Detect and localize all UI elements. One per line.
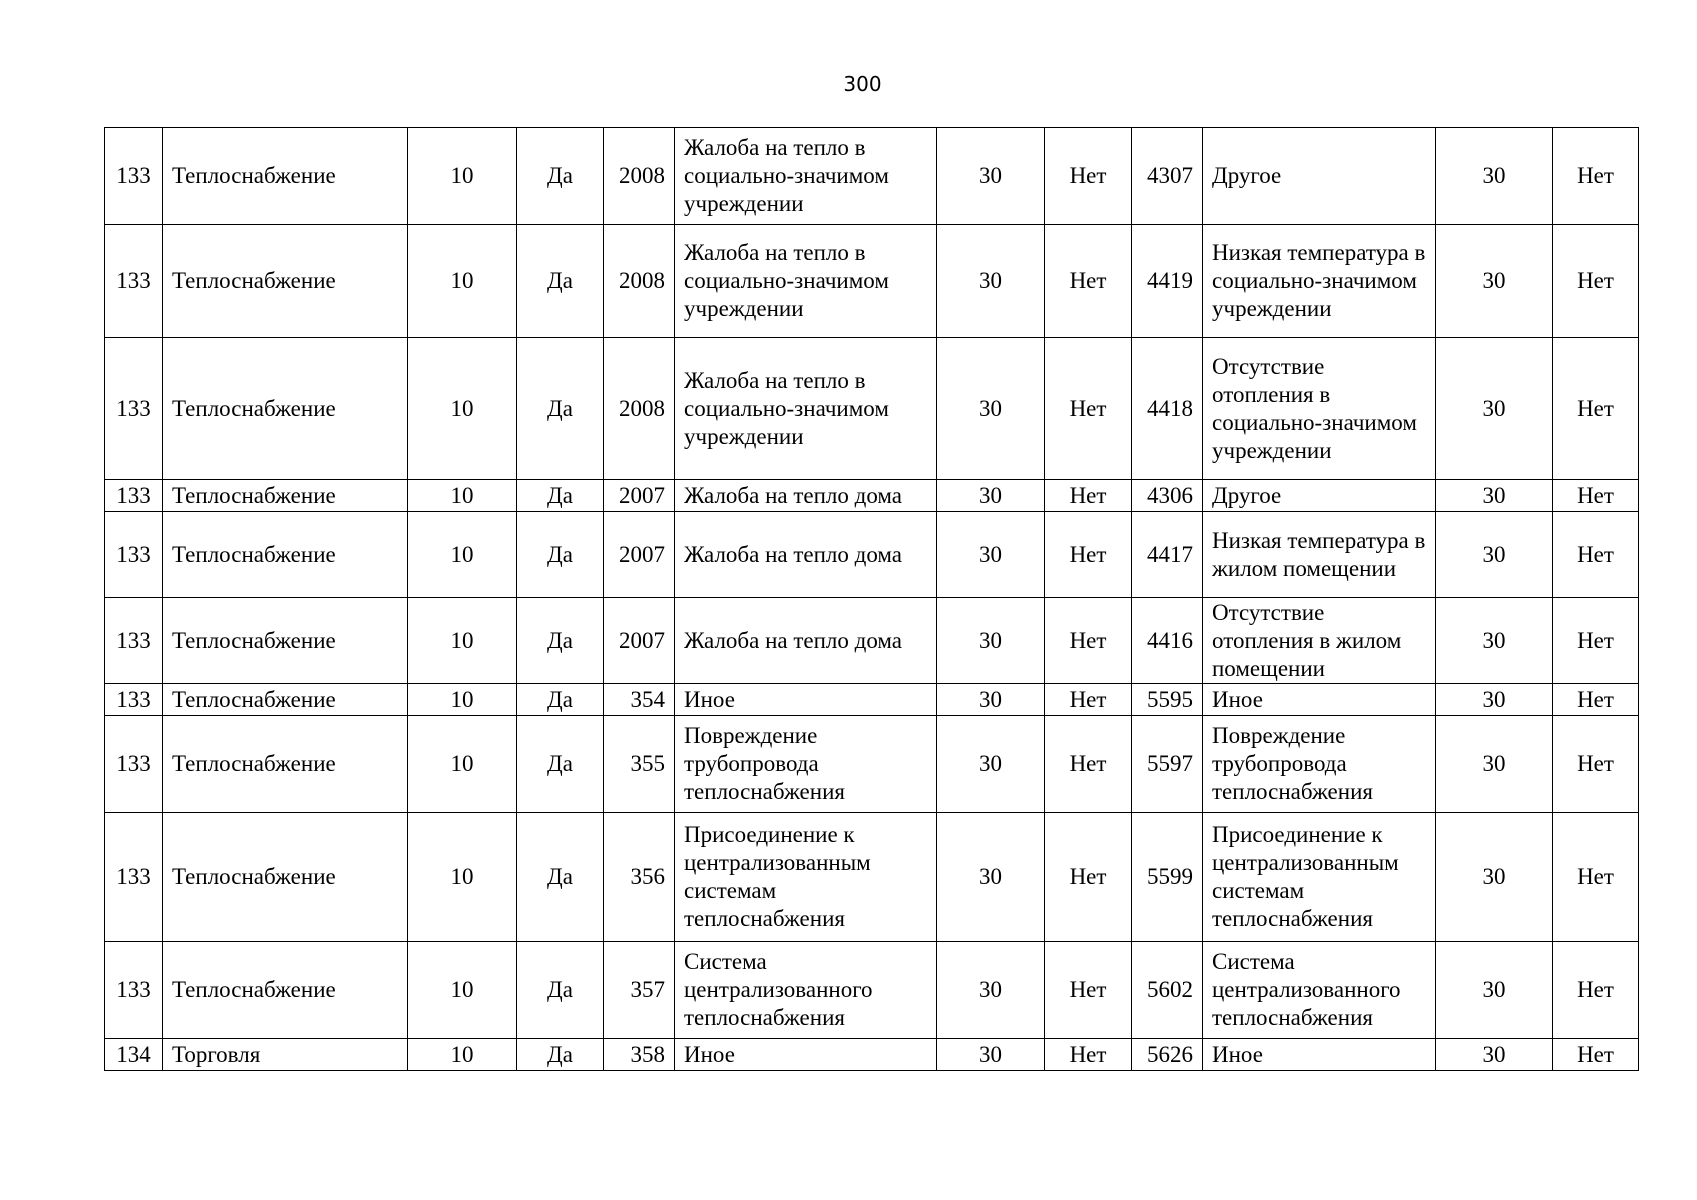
cell-flag: Да: [517, 598, 604, 684]
cell-required: Нет: [1045, 128, 1132, 225]
cell-days: 30: [937, 813, 1045, 942]
cell-code: 2008: [604, 338, 675, 480]
cell-required: Нет: [1045, 813, 1132, 942]
cell-flag: Да: [517, 128, 604, 225]
cell-deadline: 10: [408, 942, 517, 1039]
table-row: [105, 942, 1639, 1039]
table-row: [105, 598, 1639, 684]
table-row: [105, 512, 1639, 598]
cell-subcode: 4416: [1132, 598, 1203, 684]
cell-days: 30: [937, 598, 1045, 684]
cell-subcode: 4417: [1132, 512, 1203, 598]
cell-days: 30: [937, 128, 1045, 225]
cell-required-2: Нет: [1553, 684, 1639, 716]
cell-subcode: 5626: [1132, 1039, 1203, 1071]
cell-flag: Да: [517, 338, 604, 480]
cell-subject: Иное: [675, 1039, 937, 1071]
cell-category: Теплоснабжение: [163, 512, 408, 598]
cell-subject: Жалоба на тепло в социально-значимом учреждении: [675, 338, 937, 480]
table-row: [105, 480, 1639, 512]
cell-group-id: 133: [105, 598, 163, 684]
cell-required-2: Нет: [1553, 338, 1639, 480]
cell-subject: Система централизованного теплоснабжения: [675, 942, 937, 1039]
cell-code: 2007: [604, 480, 675, 512]
cell-group-id: 133: [105, 813, 163, 942]
cell-category: Теплоснабжение: [163, 813, 408, 942]
table-row: [105, 716, 1639, 813]
cell-required-2: Нет: [1553, 598, 1639, 684]
cell-required-2: Нет: [1553, 1039, 1639, 1071]
cell-required-2: Нет: [1553, 128, 1639, 225]
cell-deadline: 10: [408, 338, 517, 480]
cell-subtopic: Иное: [1203, 684, 1436, 716]
cell-subject: Жалоба на тепло дома: [675, 480, 937, 512]
cell-days: 30: [937, 684, 1045, 716]
cell-days-2: 30: [1436, 480, 1553, 512]
cell-days: 30: [937, 225, 1045, 338]
cell-subcode: 4419: [1132, 225, 1203, 338]
cell-required-2: Нет: [1553, 225, 1639, 338]
cell-subcode: 5602: [1132, 942, 1203, 1039]
cell-group-id: 134: [105, 1039, 163, 1071]
cell-code: 2008: [604, 225, 675, 338]
cell-subtopic: Другое: [1203, 128, 1436, 225]
cell-subtopic: Повреждение трубопровода теплоснабжения: [1203, 716, 1436, 813]
cell-deadline: 10: [408, 1039, 517, 1071]
table-row: [105, 1039, 1639, 1071]
cell-category: Теплоснабжение: [163, 684, 408, 716]
cell-required: Нет: [1045, 716, 1132, 813]
cell-code: 358: [604, 1039, 675, 1071]
cell-required: Нет: [1045, 338, 1132, 480]
cell-subject: Иное: [675, 684, 937, 716]
page-number: 300: [843, 72, 882, 96]
cell-required: Нет: [1045, 512, 1132, 598]
cell-subject: Жалоба на тепло дома: [675, 512, 937, 598]
cell-required: Нет: [1045, 480, 1132, 512]
cell-category: Теплоснабжение: [163, 128, 408, 225]
cell-flag: Да: [517, 512, 604, 598]
cell-group-id: 133: [105, 338, 163, 480]
cell-category: Теплоснабжение: [163, 598, 408, 684]
cell-required-2: Нет: [1553, 813, 1639, 942]
cell-code: 354: [604, 684, 675, 716]
cell-required: Нет: [1045, 598, 1132, 684]
cell-subject: Повреждение трубопровода теплоснабжения: [675, 716, 937, 813]
cell-code: 355: [604, 716, 675, 813]
cell-subcode: 5599: [1132, 813, 1203, 942]
cell-subtopic: Другое: [1203, 480, 1436, 512]
cell-days: 30: [937, 480, 1045, 512]
cell-subtopic: Низкая температура в социально-значимом учреждении: [1203, 225, 1436, 338]
cell-subject: Жалоба на тепло в социально-значимом учреждении: [675, 225, 937, 338]
cell-days: 30: [937, 716, 1045, 813]
cell-subtopic: Иное: [1203, 1039, 1436, 1071]
cell-days: 30: [937, 512, 1045, 598]
cell-days-2: 30: [1436, 1039, 1553, 1071]
cell-subtopic: Отсутствие отопления в социально-значимом учреждении: [1203, 338, 1436, 480]
data-table: [104, 127, 1639, 1071]
cell-deadline: 10: [408, 684, 517, 716]
cell-category: Торговля: [163, 1039, 408, 1071]
cell-group-id: 133: [105, 512, 163, 598]
cell-required: Нет: [1045, 684, 1132, 716]
table-row: [105, 684, 1639, 716]
cell-subject: Жалоба на тепло в социально-значимом учреждении: [675, 128, 937, 225]
cell-deadline: 10: [408, 598, 517, 684]
table-row: [105, 225, 1639, 338]
cell-flag: Да: [517, 480, 604, 512]
table-row: [105, 128, 1639, 225]
cell-deadline: 10: [408, 512, 517, 598]
cell-days-2: 30: [1436, 716, 1553, 813]
cell-subcode: 4418: [1132, 338, 1203, 480]
cell-deadline: 10: [408, 813, 517, 942]
cell-days-2: 30: [1436, 512, 1553, 598]
cell-deadline: 10: [408, 716, 517, 813]
cell-deadline: 10: [408, 128, 517, 225]
cell-deadline: 10: [408, 225, 517, 338]
cell-subtopic: Отсутствие отопления в жилом помещении: [1203, 598, 1436, 684]
cell-group-id: 133: [105, 716, 163, 813]
cell-code: 2008: [604, 128, 675, 225]
cell-days: 30: [937, 1039, 1045, 1071]
cell-code: 2007: [604, 512, 675, 598]
cell-required: Нет: [1045, 1039, 1132, 1071]
cell-subcode: 5595: [1132, 684, 1203, 716]
cell-group-id: 133: [105, 225, 163, 338]
cell-days-2: 30: [1436, 128, 1553, 225]
cell-subcode: 4307: [1132, 128, 1203, 225]
cell-flag: Да: [517, 942, 604, 1039]
cell-required: Нет: [1045, 225, 1132, 338]
cell-days: 30: [937, 942, 1045, 1039]
cell-category: Теплоснабжение: [163, 716, 408, 813]
cell-category: Теплоснабжение: [163, 338, 408, 480]
cell-subtopic: Присоединение к централизованным системам теплоснабжения: [1203, 813, 1436, 942]
cell-required-2: Нет: [1553, 942, 1639, 1039]
cell-deadline: 10: [408, 480, 517, 512]
cell-code: 2007: [604, 598, 675, 684]
cell-category: Теплоснабжение: [163, 480, 408, 512]
cell-days: 30: [937, 338, 1045, 480]
cell-flag: Да: [517, 684, 604, 716]
cell-subject: Присоединение к централизованным системам теплоснабжения: [675, 813, 937, 942]
cell-days-2: 30: [1436, 338, 1553, 480]
cell-category: Теплоснабжение: [163, 942, 408, 1039]
cell-flag: Да: [517, 716, 604, 813]
cell-required-2: Нет: [1553, 512, 1639, 598]
cell-flag: Да: [517, 225, 604, 338]
cell-days-2: 30: [1436, 813, 1553, 942]
cell-days-2: 30: [1436, 225, 1553, 338]
table-row: [105, 338, 1639, 480]
cell-group-id: 133: [105, 942, 163, 1039]
cell-required: Нет: [1045, 942, 1132, 1039]
cell-category: Теплоснабжение: [163, 225, 408, 338]
table-row: [105, 813, 1639, 942]
cell-group-id: 133: [105, 684, 163, 716]
cell-code: 356: [604, 813, 675, 942]
cell-code: 357: [604, 942, 675, 1039]
cell-subtopic: Система централизованного теплоснабжения: [1203, 942, 1436, 1039]
cell-required-2: Нет: [1553, 716, 1639, 813]
cell-group-id: 133: [105, 480, 163, 512]
cell-days-2: 30: [1436, 942, 1553, 1039]
cell-required-2: Нет: [1553, 480, 1639, 512]
cell-flag: Да: [517, 1039, 604, 1071]
cell-days-2: 30: [1436, 684, 1553, 716]
cell-subcode: 5597: [1132, 716, 1203, 813]
cell-group-id: 133: [105, 128, 163, 225]
cell-subtopic: Низкая температура в жилом помещении: [1203, 512, 1436, 598]
cell-flag: Да: [517, 813, 604, 942]
cell-subcode: 4306: [1132, 480, 1203, 512]
cell-days-2: 30: [1436, 598, 1553, 684]
cell-subject: Жалоба на тепло дома: [675, 598, 937, 684]
